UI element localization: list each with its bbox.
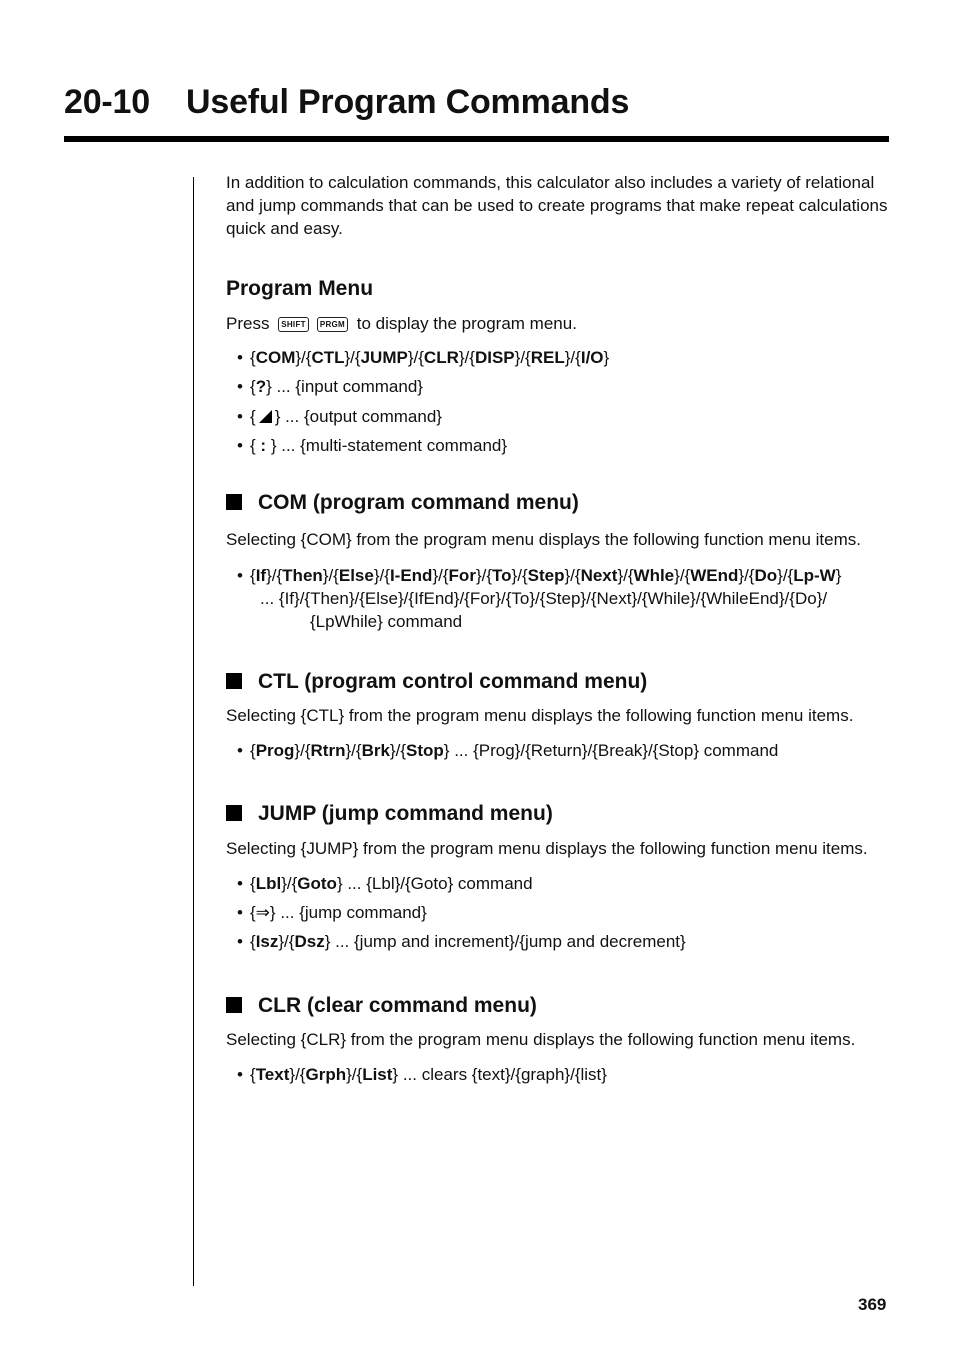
square-bullet-icon xyxy=(226,494,242,510)
jump-heading: JUMP (jump command menu) xyxy=(226,801,891,827)
list-item: • {COM}/{CTL}/{JUMP}/{CLR}/{DISP}/{REL}/{I/O} xyxy=(237,346,891,369)
intro-paragraph: In addition to calculation commands, this calculator also includes a variety of relational and jump commands that can be used to create programs that make repeat calculations quick and easy. xyxy=(226,173,888,238)
ctl-description: Selecting {CTL} from the program menu displays the following function menu items. xyxy=(226,706,854,725)
com-description-line: {LpWhile} command xyxy=(310,612,463,631)
chapter-title xyxy=(64,83,629,122)
title-rule xyxy=(64,136,889,142)
chapter-number: 20-10 xyxy=(64,83,150,121)
press-instruction xyxy=(226,312,891,335)
square-bullet-icon xyxy=(226,805,242,821)
content xyxy=(226,171,891,1086)
ctl-heading: CTL (program control command menu) xyxy=(226,669,891,695)
list-item: • {⇒} ... {jump command} xyxy=(237,901,891,924)
prgm-key-icon: PRGM xyxy=(317,317,348,332)
ctl-list xyxy=(226,739,891,762)
margin-rule xyxy=(193,177,194,1286)
press-label: Press xyxy=(226,314,270,333)
output-triangle-icon xyxy=(259,410,272,423)
clr-list xyxy=(226,1063,891,1086)
clr-description: Selecting {CLR} from the program menu displays the following function menu items. xyxy=(226,1030,856,1049)
list-item: • {Text}/{Grph}/{List} ... clears {text}/{graph}/{list} xyxy=(237,1063,891,1086)
jump-description: Selecting {JUMP} from the program menu displays the following function menu items. xyxy=(226,839,868,858)
com-list xyxy=(226,564,891,587)
list-item: • {If}/{Then}/{Else}/{I-End}/{For}/{To}/{Step}/{Next}/{Whle}/{WEnd}/{Do}/{Lp-W} xyxy=(237,564,891,587)
jump-list xyxy=(226,872,891,953)
chapter-title-text: Useful Program Commands xyxy=(186,83,630,121)
list-item: • {?} ... {input command} xyxy=(237,375,891,398)
page-number: 369 xyxy=(858,1295,887,1314)
list-item: • { } ... {output command} xyxy=(237,405,891,428)
com-description: Selecting {COM} from the program menu displays the following function menu items. xyxy=(226,530,861,549)
clr-heading: CLR (clear command menu) xyxy=(226,993,891,1019)
list-item: • { : } ... {multi-statement command} xyxy=(237,434,891,457)
press-suffix: to display the program menu. xyxy=(356,314,577,333)
list-item: • {Prog}/{Rtrn}/{Brk}/{Stop} ... {Prog}/{Return}/{Break}/{Stop} command xyxy=(237,739,891,762)
square-bullet-icon xyxy=(226,673,242,689)
shift-key-icon: SHIFT xyxy=(278,317,309,332)
program-menu-list xyxy=(226,346,891,457)
square-bullet-icon xyxy=(226,997,242,1013)
com-heading: COM (program command menu) xyxy=(226,490,891,516)
program-menu-heading: Program Menu xyxy=(226,277,374,300)
list-item: • {Lbl}/{Goto} ... {Lbl}/{Goto} command xyxy=(237,872,891,895)
list-item: • {Isz}/{Dsz} ... {jump and increment}/{jump and decrement} xyxy=(237,930,891,953)
com-description-line: ... {If}/{Then}/{Else}/{IfEnd}/{For}/{To}/{Step}/{Next}/{While}/{WhileEnd}/{Do}/ xyxy=(260,589,828,608)
